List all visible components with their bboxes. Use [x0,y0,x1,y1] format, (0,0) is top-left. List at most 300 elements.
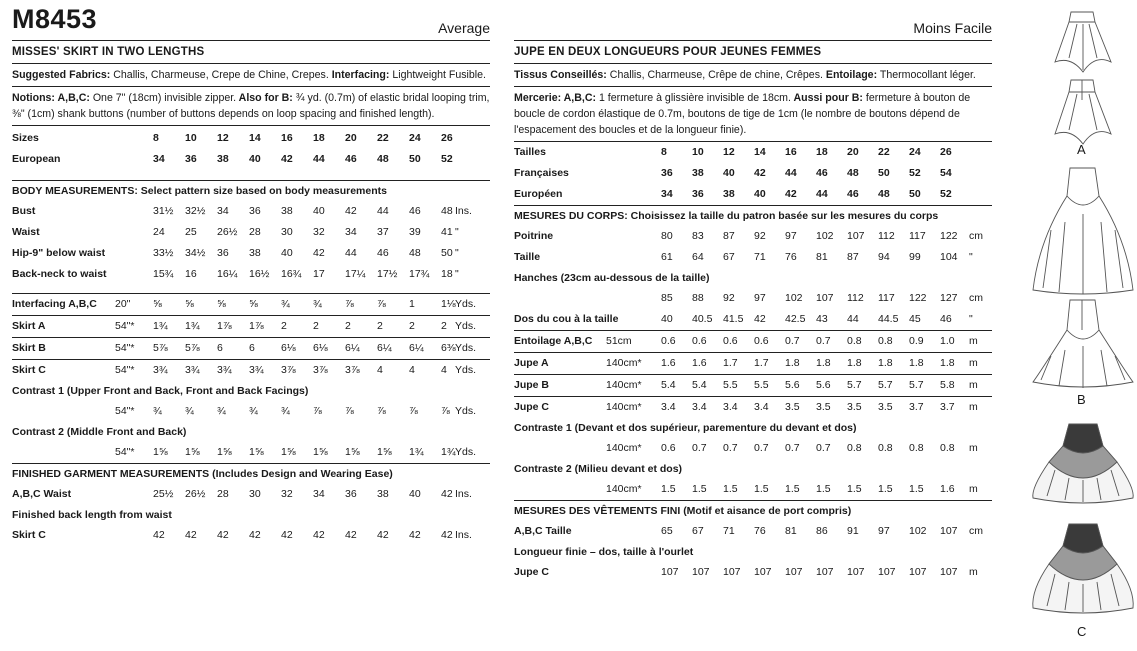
cell-value: 0.9 [909,335,924,347]
cell-value: 117 [878,292,895,304]
cell-value: 38 [281,205,293,217]
cell-value: 1.8 [847,357,862,369]
cell-value: 26 [940,146,952,158]
cell-value: 42 [249,529,261,541]
fabric-width: 54"* [115,320,135,332]
cell-value: ¾ [217,405,226,417]
cell-value: ⅞ [313,405,322,417]
cell-value: 104 [940,251,958,263]
fabric-width: 54"* [115,446,135,458]
cell-value: 15¾ [153,268,174,280]
cell-value: 42 [754,313,766,325]
unit: m [969,442,978,454]
cell-value: 67 [723,251,735,263]
cell-value: 42 [377,529,389,541]
cell-value: 3.4 [661,401,676,413]
row-label: Jupe C [514,566,550,578]
cell-value: 25½ [153,488,174,500]
cell-value: 30 [249,488,261,500]
cell-value: 80 [661,230,673,242]
cell-value: 91 [847,525,859,537]
cell-value: 0.8 [878,335,893,347]
fabric-width: 140cm* [606,357,642,369]
difficulty-en: Average [438,20,490,36]
cell-value: 65 [661,525,673,537]
cell-value: 42 [153,529,165,541]
cell-value: 81 [785,525,797,537]
finished-waist-row [12,484,490,505]
cell-value: 46 [816,167,828,179]
cell-value: 5.4 [692,379,707,391]
cell-value: 6 [217,342,223,354]
fabric-width: 54"* [115,342,135,354]
cell-value: 36 [217,247,229,259]
cell-value: 10 [185,132,197,144]
unit: Ins. [455,205,472,217]
cell-value: 1⅝ [313,446,328,458]
cell-value: 46 [409,205,421,217]
cell-value: 48 [878,188,890,200]
cell-value: 26½ [217,226,238,238]
hanches-label: Hanches (23cm au-dessous de la taille) [514,272,710,284]
cell-value: 44 [313,153,325,165]
cell-value: 1¾ [185,320,200,332]
cell-value: 1.5 [723,483,738,495]
cell-value: 88 [692,292,704,304]
cell-value: 42 [441,488,453,500]
cell-value: 3.5 [878,401,893,413]
cell-value: 107 [816,566,834,578]
row-label: Interfacing A,B,C [12,298,97,310]
cell-value: 16 [185,268,197,280]
cell-value: 42.5 [785,313,806,325]
cell-value: 22 [377,132,389,144]
yardage-row [12,359,490,381]
cell-value: 3.5 [816,401,831,413]
cell-value: 1.6 [940,483,955,495]
cell-value: 0.6 [661,442,676,454]
cell-value: 1.8 [909,357,924,369]
cell-value: 41 [441,226,453,238]
cell-value: 0.7 [692,442,707,454]
cell-value: 43 [816,313,828,325]
row-label: Waist [12,226,40,238]
cell-value: 61 [661,251,673,263]
cell-value: 107 [661,566,679,578]
cell-value: 3.4 [754,401,769,413]
cell-value: 92 [754,230,766,242]
cell-value: 41.5 [723,313,744,325]
notions-en: Notions: A,B,C: One 7" (18cm) invisible zipper. Also for B: ¾ yd. (0.7m) of elastic bridal looping trim, ⅜" (1cm) shank buttons (number of buttons depends on loop spacing and finished length). [12,87,490,126]
cell-value: 38 [217,153,229,165]
cell-value: 34 [661,188,673,200]
row-label: Bust [12,205,36,217]
cell-value: 92 [723,292,735,304]
cell-value: 6 [249,342,255,354]
cell-value: 50 [878,167,890,179]
cell-value: 46 [940,313,952,325]
cell-value: 107 [816,292,834,304]
row-label: Skirt B [12,342,46,354]
cell-value: 38 [692,167,704,179]
cell-value: 14 [249,132,261,144]
unit: m [969,335,978,347]
cell-value: 107 [940,525,958,537]
cell-value: 112 [878,230,895,242]
cell-value: 1.5 [909,483,924,495]
cell-value: 1.5 [785,483,800,495]
cell-value: 1⅞ [217,320,232,332]
cell-value: 0.7 [785,442,800,454]
cell-value: ¾ [153,405,162,417]
cell-value: 52 [940,188,952,200]
header-fr [514,0,992,40]
cell-value: 32 [281,488,293,500]
cell-value: 107 [847,230,865,242]
cell-value: 3⅞ [281,364,296,376]
cell-value: 1¾ [441,446,456,458]
cell-value: 3¾ [249,364,264,376]
cell-value: 3.7 [909,401,924,413]
row-label: Skirt A [12,320,46,332]
cell-value: 48 [441,205,453,217]
cell-value: 37 [377,226,389,238]
yardage-row-fr [514,352,992,374]
cell-value: 42 [785,188,797,200]
cell-value: 5.5 [754,379,769,391]
fabrics-fr: Tissus Conseillés: Challis, Charmeuse, Crêpe de chine, Crêpes. Entoilage: Thermocollant léger. [514,64,992,87]
cell-value: 40.5 [692,313,713,325]
cell-value: 1⅝ [153,446,168,458]
cell-value: 2 [313,320,319,332]
cell-value: 40 [723,167,735,179]
row-label: Back-neck to waist [12,268,107,280]
cell-value: 107 [692,566,710,578]
cell-value: ⅞ [377,405,386,417]
cell-value: 40 [754,188,766,200]
finished-back-en: Finished back length from waist [12,509,172,521]
gap [12,170,490,180]
cell-value: 40 [249,153,261,165]
row-label: Dos du cou à la taille [514,313,619,325]
skirt-illustrations [1025,0,1137,646]
cell-value: 107 [909,566,927,578]
cell-value: 1⅞ [249,320,264,332]
cell-value: 36 [185,153,197,165]
unit: " [455,268,459,280]
cell-value: 102 [785,292,803,304]
cell-value: 5.8 [940,379,955,391]
cell-value: 17½ [377,268,398,280]
body-row-fr [514,247,992,268]
cell-value: 6⅜ [441,342,456,354]
cell-value: 36 [661,167,673,179]
cell-value: 4 [377,364,383,376]
yardage-row-fr [514,330,992,352]
cell-value: ⅞ [409,405,418,417]
french-column [514,0,992,583]
skirt-b-front-sketch [1033,168,1133,294]
cell-value: 85 [661,292,673,304]
unit: Yds. [455,342,477,354]
cell-value: 0.7 [754,442,769,454]
cell-value: 44 [847,313,859,325]
finished-title-fr: MESURES DES VÊTEMENTS FINI (Motif et aisance de port compris) [514,500,992,521]
fabrics-en: Suggested Fabrics: Challis, Charmeuse, Crepe de Chine, Crepes. Interfacing: Lightweight Fusible. [12,64,490,87]
cell-value: 1⅛ [441,298,456,310]
cell-value: 6¼ [409,342,424,354]
cell-value: ¾ [313,298,322,310]
cell-value: 86 [816,525,828,537]
unit: " [969,313,973,325]
unit: Yds. [455,446,477,458]
cell-value: 71 [754,251,766,263]
contrast1-row-fr [514,438,992,459]
cell-value: 14 [754,146,766,158]
cell-value: 30 [281,226,293,238]
contrast1-title-fr: Contraste 1 (Devant et dos supérieur, parementure du devant et dos) [514,422,857,434]
yardage-row [12,337,490,359]
cell-value: 3¾ [153,364,168,376]
row-label: Jupe C [514,401,550,413]
cell-value: 42 [185,529,197,541]
cell-value: 24 [909,146,921,158]
cell-value: 18 [313,132,325,144]
yardage-row-fr [514,396,992,418]
unit: Yds. [455,320,477,332]
cell-value: 20 [847,146,859,158]
cell-value: 34½ [185,247,206,259]
cell-value: 94 [878,251,890,263]
unit: m [969,566,978,578]
contrast2-row-fr [514,479,992,500]
cell-value: 67 [692,525,704,537]
cell-value: 54 [940,167,952,179]
finished-skirt-row [12,525,490,546]
cell-value: 1.8 [816,357,831,369]
cell-value: 0.7 [785,335,800,347]
cell-value: 33½ [153,247,174,259]
cell-value: 42 [409,529,421,541]
cell-value: 1.0 [940,335,955,347]
dos-row [514,309,992,330]
hanches-row [514,288,992,309]
cell-value: 102 [909,525,927,537]
cell-value: 48 [409,247,421,259]
cell-value: 5.7 [847,379,862,391]
cell-value: 3¾ [185,364,200,376]
unit: Yds. [455,405,477,417]
row-label: Jupe B [514,379,550,391]
fabric-width: 140cm* [606,483,642,495]
cell-value: 107 [754,566,772,578]
cell-value: 42 [281,529,293,541]
cell-value: ¾ [249,405,258,417]
cell-value: 0.6 [661,335,676,347]
finished-skirt-row-fr [514,562,992,583]
cell-value: 17¾ [409,268,430,280]
contrast1-row [12,401,490,422]
cell-value: 26½ [185,488,206,500]
cell-value: 50 [441,247,453,259]
view-b-label: B [1077,392,1086,407]
body-measurements-title: BODY MEASUREMENTS: Select pattern size based on body measurements [12,180,490,201]
fabric-width: 51cm [606,335,632,347]
cell-value: 107 [723,566,741,578]
cell-value: 2 [281,320,287,332]
yardage-row [12,293,490,315]
cell-value: 0.8 [940,442,955,454]
view-c-label: C [1077,624,1087,639]
unit: cm [969,292,983,304]
cell-value: 16½ [249,268,270,280]
unit: m [969,379,978,391]
cell-value: 71 [723,525,735,537]
cell-value: 6⅛ [281,342,296,354]
cell-value: 0.7 [816,442,831,454]
row-label: Skirt C [12,529,46,541]
finished-waist-row-fr [514,521,992,542]
sizes-row [12,128,490,149]
cell-value: ¾ [185,405,194,417]
cell-value: 44.5 [878,313,899,325]
row-label: Poitrine [514,230,554,242]
cell-value: 0.8 [847,335,862,347]
cell-value: 2 [345,320,351,332]
unit: m [969,401,978,413]
row-label: European [12,153,61,165]
cell-value: 34 [313,488,325,500]
cell-value: 42 [281,153,293,165]
cell-value: 28 [217,488,229,500]
skirt-a-back-sketch [1055,80,1111,144]
cell-value: 46 [847,188,859,200]
europeen-row [514,184,992,205]
cell-value: 3.4 [692,401,707,413]
cell-value: 76 [754,525,766,537]
cell-value: 107 [940,566,958,578]
finished-back-fr: Longueur finie – dos, taille à l'ourlet [514,546,694,558]
cell-value: 0.8 [847,442,862,454]
cell-value: 52 [441,153,453,165]
cell-value: 16¼ [217,268,238,280]
body-row [12,243,490,264]
cell-value: 18 [441,268,453,280]
cell-value: 44 [816,188,828,200]
cell-value: 1⅝ [377,446,392,458]
cell-value: 16 [281,132,293,144]
cell-value: 42 [754,167,766,179]
cell-value: 1.5 [878,483,893,495]
cell-value: 1.7 [723,357,738,369]
cell-value: 2 [441,320,447,332]
body-row [12,201,490,222]
row-label: Entoilage A,B,C [514,335,593,347]
fabric-width: 54"* [115,364,135,376]
contrast1-title-en: Contrast 1 (Upper Front and Back, Front and Back Facings) [12,385,309,397]
cell-value: 50 [909,188,921,200]
row-label: Skirt C [12,364,46,376]
cell-value: 34 [153,153,165,165]
unit: " [969,251,973,263]
cell-value: 5.4 [661,379,676,391]
title-en: MISSES' SKIRT IN TWO LENGTHS [12,40,490,64]
cell-value: 18 [816,146,828,158]
fabric-width: 54"* [115,405,135,417]
cell-value: 4 [409,364,415,376]
unit: m [969,357,978,369]
cell-value: 44 [345,247,357,259]
cell-value: 87 [723,230,735,242]
cell-value: 42 [313,529,325,541]
title-fr: JUPE EN DEUX LONGUEURS POUR JEUNES FEMMES [514,40,992,64]
cell-value: 42 [313,247,325,259]
cell-value: 0.7 [723,442,738,454]
cell-value: ¾ [281,298,290,310]
tailles-row [514,142,992,163]
row-label: Européen [514,188,563,200]
fabric-width: 140cm* [606,379,642,391]
cell-value: 0.7 [816,335,831,347]
cell-value: 1.5 [661,483,676,495]
cell-value: 45 [909,313,921,325]
cell-value: ⅞ [441,405,450,417]
cell-value: 1⅝ [281,446,296,458]
cell-value: 1.8 [940,357,955,369]
unit: " [455,247,459,259]
cell-value: 5⅞ [153,342,168,354]
cell-value: 0.6 [754,335,769,347]
row-label: Tailles [514,146,546,158]
cell-value: 107 [878,566,896,578]
cell-value: 117 [909,230,926,242]
difficulty-fr: Moins Facile [913,20,992,36]
cell-value: 76 [785,251,797,263]
cell-value: 38 [723,188,735,200]
skirt-c-back-sketch [1033,524,1133,613]
yardage-row-fr [514,374,992,396]
row-label: Françaises [514,167,569,179]
cell-value: ¾ [281,405,290,417]
unit: cm [969,525,983,537]
cell-value: 42 [441,529,453,541]
skirt-a-front-sketch [1055,12,1111,72]
cell-value: 42 [345,205,357,217]
row-label: Hip-9" below waist [12,247,106,259]
cell-value: 97 [785,230,797,242]
cell-value: 31½ [153,205,174,217]
cell-value: 25 [185,226,197,238]
cell-value: 107 [785,566,803,578]
unit: Ins. [455,529,472,541]
cell-value: 5.5 [723,379,738,391]
cell-value: 5.6 [816,379,831,391]
gap [12,285,490,293]
cell-value: 24 [153,226,165,238]
cell-value: 0.6 [723,335,738,347]
row-label: A,B,C Taille [514,525,572,537]
cell-value: 44 [785,167,797,179]
cell-value: 34 [345,226,357,238]
cell-value: 1.5 [816,483,831,495]
cell-value: 5.7 [878,379,893,391]
cell-value: 122 [940,230,958,242]
cell-value: 4 [441,364,447,376]
fabric-width: 20" [115,298,131,310]
cell-value: 1⅝ [345,446,360,458]
row-label: Taille [514,251,541,263]
cell-value: 42 [345,529,357,541]
